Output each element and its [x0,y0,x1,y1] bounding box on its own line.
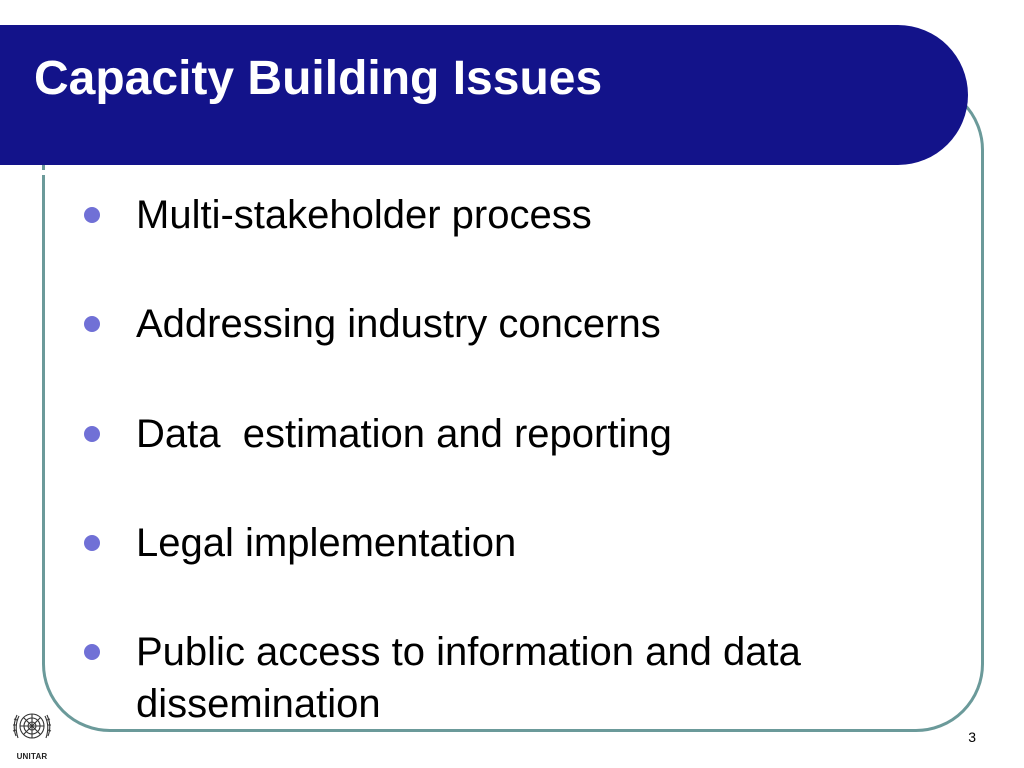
un-emblem-icon [8,706,56,752]
bullet-text: Addressing industry concerns [136,302,661,346]
bullet-dot-icon [84,426,100,442]
logo-label: UNITAR [16,752,48,761]
bullet-text: Public access to information and data dissemination [136,630,812,726]
title-underline [0,170,914,175]
bullet-dot-icon [84,316,100,332]
bullet-text: Data estimation and reporting [136,412,672,456]
bullet-dot-icon [84,644,100,660]
bullet-text: Multi-stakeholder process [136,193,592,237]
slide-number: 3 [968,729,976,745]
unitar-logo [8,706,56,762]
bullet-text: Legal implementation [136,521,517,565]
bullet-dot-icon [84,207,100,223]
bullet-dot-icon [84,535,100,551]
slide-title: Capacity Building Issues [34,52,603,105]
